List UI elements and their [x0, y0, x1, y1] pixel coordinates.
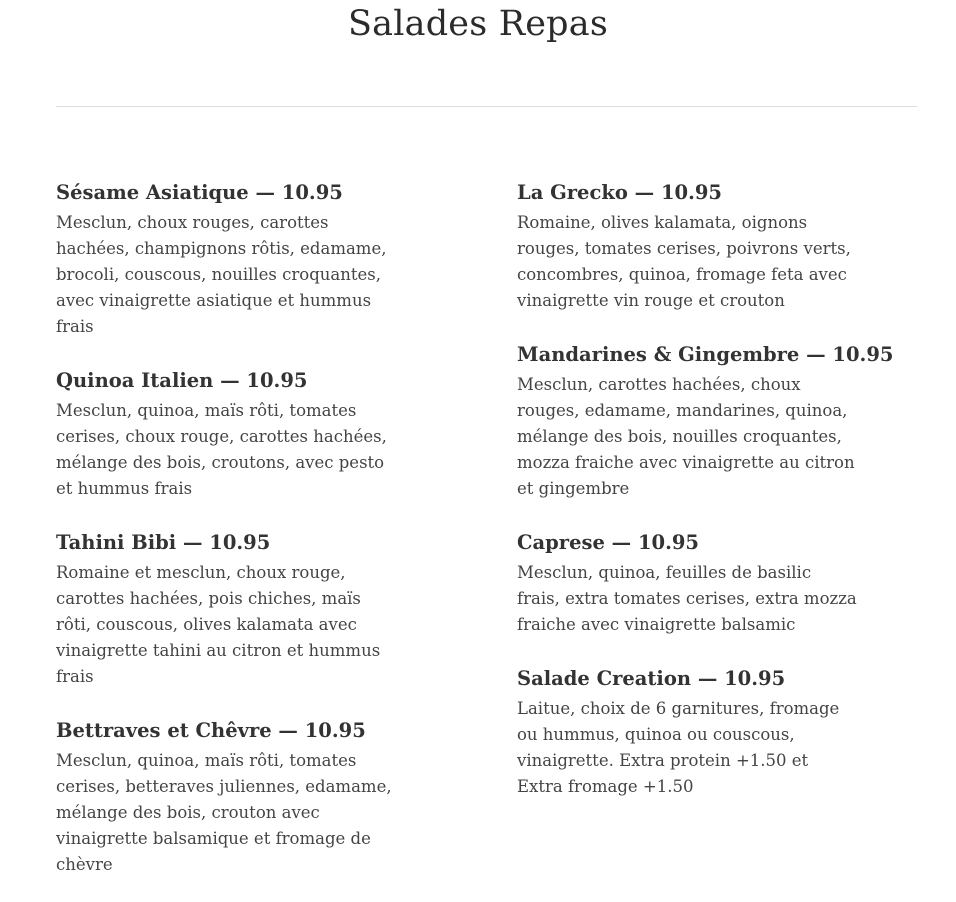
menu-item-name: Caprese	[517, 531, 605, 554]
menu-item-heading	[517, 526, 907, 560]
menu-item-description: Romaine et mesclun, choux rouge, carottes hachées, pois chiches, maïs rôti, couscous, olives kalamata avec vinaigrette tahini au citron et hummus frais	[56, 563, 381, 686]
menu-item-separator: —	[691, 667, 725, 690]
menu-item-description: Romaine, olives kalamata, oignons rouges, tomates cerises, poivrons verts, concombres, quinoa, fromage feta avec vinaigrette vin rouge et crouton	[517, 213, 851, 310]
menu-item-price: 10.95	[304, 719, 366, 742]
menu-item-price: 10.95	[724, 667, 786, 690]
menu-item-heading	[517, 176, 907, 210]
menu-item-price: 10.95	[246, 369, 308, 392]
menu-item-heading	[517, 662, 907, 696]
menu-column-left	[56, 176, 446, 902]
menu-item-name: Sésame Asiatique	[56, 181, 249, 204]
menu-item-description: Mesclun, quinoa, feuilles de basilic frais, extra tomates cerises, extra mozza fraiche avec vinaigrette balsamic	[517, 563, 857, 634]
menu-item-heading	[56, 176, 446, 210]
menu-item-separator: —	[176, 531, 210, 554]
menu-item-description: Mesclun, quinoa, maïs rôti, tomates cerises, betteraves juliennes, edamame, mélange des bois, crouton avec vinaigrette balsamique et fromage de chèvre	[56, 751, 392, 874]
menu-item-separator: —	[213, 369, 247, 392]
menu-item-description: Mesclun, quinoa, maïs rôti, tomates cerises, choux rouge, carottes hachées, mélange des bois, croutons, avec pesto et hummus frais	[56, 401, 387, 498]
menu-item-name: La Grecko	[517, 181, 628, 204]
menu-item-description: Mesclun, carottes hachées, choux rouges, edamame, mandarines, quinoa, mélange des bois, nouilles croquantes, mozza fraiche avec vinaigrette au citron et gingembre	[517, 375, 855, 498]
title-divider	[56, 106, 917, 107]
menu-item-price: 10.95	[209, 531, 271, 554]
menu-item-tahini-bibi	[56, 526, 446, 690]
menu-item-description: Laitue, choix de 6 garnitures, fromage ou hummus, quinoa ou couscous, vinaigrette. Extra protein +1.50 et Extra fromage +1.50	[517, 699, 840, 796]
menu-item-la-grecko	[517, 176, 907, 314]
menu-item-heading	[56, 526, 446, 560]
menu-item-mandarines-gingembre	[517, 338, 907, 502]
menu-item-separator: —	[604, 531, 638, 554]
menu-item-caprese	[517, 526, 907, 638]
menu-item-heading	[517, 338, 907, 372]
menu-item-price: 10.95	[660, 181, 722, 204]
menu-item-sesame-asiatique	[56, 176, 446, 340]
menu-item-name: Bettraves et Chêvre	[56, 719, 272, 742]
page-title: Salades Repas	[347, 4, 608, 44]
menu-item-price: 10.95	[832, 343, 894, 366]
menu-item-name: Salade Creation	[517, 667, 692, 690]
menu-item-separator: —	[627, 181, 661, 204]
menu-item-bettraves-et-chevre	[56, 714, 446, 878]
menu-item-name: Tahini Bibi	[56, 531, 177, 554]
menu-item-quinoa-italien	[56, 364, 446, 502]
menu-item-price: 10.95	[281, 181, 343, 204]
menu-item-description: Mesclun, choux rouges, carottes hachées, champignons rôtis, edamame, brocoli, couscous, nouilles croquantes, avec vinaigrette asiatique et hummus frais	[56, 213, 387, 336]
menu-item-separator: —	[248, 181, 282, 204]
menu-item-name: Mandarines & Gingembre	[517, 343, 800, 366]
menu-item-heading	[56, 364, 446, 398]
menu-item-separator: —	[271, 719, 305, 742]
menu-item-price: 10.95	[637, 531, 699, 554]
menu-column-right	[517, 176, 907, 824]
menu-item-salade-creation	[517, 662, 907, 800]
menu-item-name: Quinoa Italien	[56, 369, 214, 392]
menu-item-separator: —	[799, 343, 833, 366]
menu-item-heading	[56, 714, 446, 748]
